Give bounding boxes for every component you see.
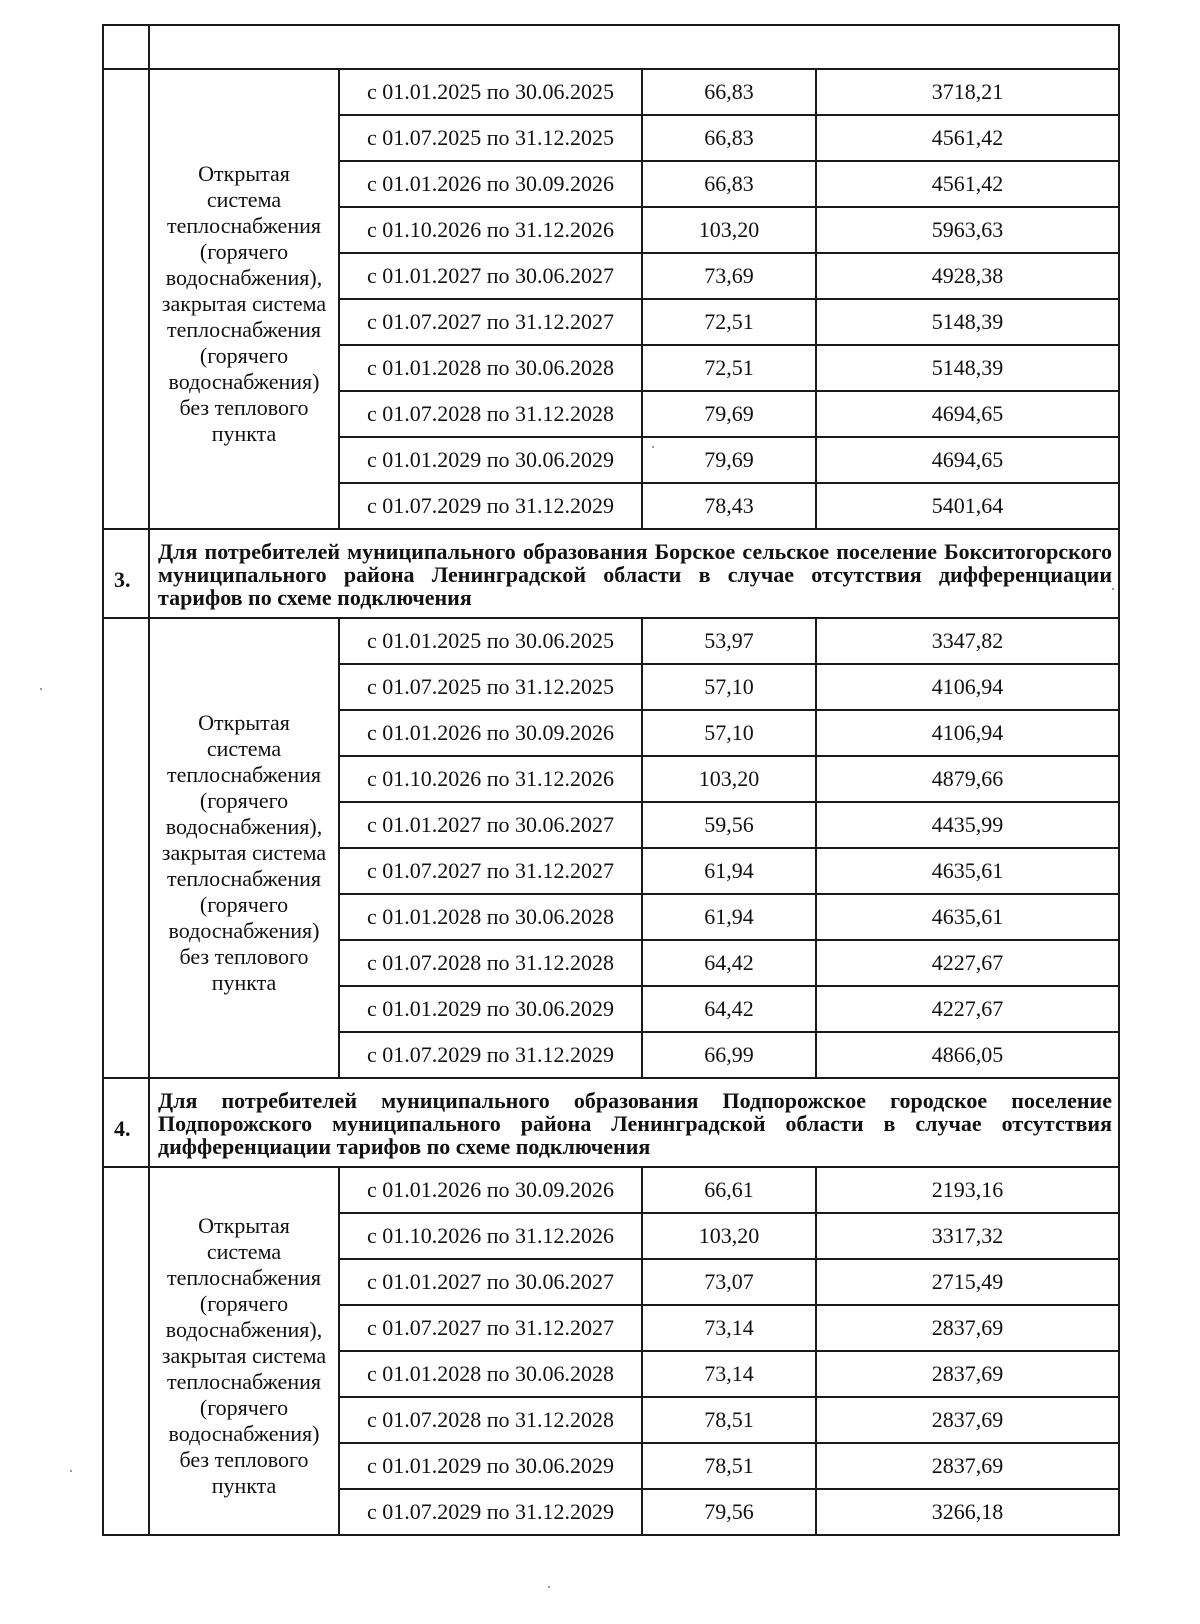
scan-speck bbox=[40, 688, 42, 690]
system-type-line: водоснабжения) bbox=[168, 918, 320, 943]
value1-cell: 53,97 bbox=[642, 618, 816, 664]
section-number: 3. bbox=[103, 529, 149, 618]
period-cell: с 01.01.2026 по 30.09.2026 bbox=[339, 710, 642, 756]
value2-cell: 4106,94 bbox=[816, 710, 1119, 756]
system-type-line: пункта bbox=[211, 970, 277, 995]
value2-cell: 5148,39 bbox=[816, 345, 1119, 391]
period-cell: с 01.07.2025 по 31.12.2025 bbox=[339, 115, 642, 161]
system-type-line: закрытая система bbox=[161, 291, 327, 316]
period-cell: с 01.01.2028 по 30.06.2028 bbox=[339, 894, 642, 940]
period-cell: с 01.07.2029 по 31.12.2029 bbox=[339, 1489, 642, 1535]
value2-cell: 4561,42 bbox=[816, 161, 1119, 207]
system-type-line: водоснабжения), bbox=[165, 265, 323, 290]
period-cell: с 01.10.2026 по 31.12.2026 bbox=[339, 207, 642, 253]
value2-cell: 2715,49 bbox=[816, 1259, 1119, 1305]
system-type-cell bbox=[149, 69, 339, 529]
system-type-line: водоснабжения), bbox=[165, 814, 323, 839]
system-type-line: без теплового bbox=[179, 944, 309, 969]
value2-cell: 4694,65 bbox=[816, 391, 1119, 437]
period-cell: с 01.07.2027 по 31.12.2027 bbox=[339, 1305, 642, 1351]
system-type-line: закрытая система bbox=[161, 840, 327, 865]
number-cell-empty bbox=[103, 1167, 149, 1535]
system-type-line: система bbox=[206, 1239, 282, 1264]
table-row bbox=[103, 618, 1119, 664]
value1-cell: 64,42 bbox=[642, 986, 816, 1032]
system-type-line: теплоснабжения bbox=[167, 1265, 321, 1290]
value2-cell: 4879,66 bbox=[816, 756, 1119, 802]
system-type-line: (горячего bbox=[199, 892, 289, 917]
scan-speck bbox=[70, 1470, 72, 1472]
system-type-line: теплоснабжения bbox=[167, 1369, 321, 1394]
period-cell: с 01.01.2025 по 30.06.2025 bbox=[339, 69, 642, 115]
system-type-cell bbox=[149, 618, 339, 1078]
value1-cell: 78,51 bbox=[642, 1397, 816, 1443]
title-cell-empty bbox=[149, 25, 1119, 69]
system-type-cell bbox=[149, 1167, 339, 1535]
period-cell: с 01.01.2025 по 30.06.2025 bbox=[339, 618, 642, 664]
period-cell: с 01.07.2028 по 31.12.2028 bbox=[339, 940, 642, 986]
value1-cell: 78,51 bbox=[642, 1443, 816, 1489]
value2-cell: 4561,42 bbox=[816, 115, 1119, 161]
value1-cell: 61,94 bbox=[642, 848, 816, 894]
value1-cell: 66,83 bbox=[642, 69, 816, 115]
section-number: 4. bbox=[103, 1078, 149, 1167]
number-cell-empty bbox=[103, 618, 149, 1078]
value2-cell: 4435,99 bbox=[816, 802, 1119, 848]
scan-speck bbox=[652, 446, 654, 448]
period-cell: с 01.10.2026 по 31.12.2026 bbox=[339, 1213, 642, 1259]
system-type-line: система bbox=[206, 187, 282, 212]
period-cell: с 01.01.2026 по 30.09.2026 bbox=[339, 1167, 642, 1213]
system-type-line: Открытая bbox=[198, 161, 290, 186]
system-type-line: (горячего bbox=[199, 788, 289, 813]
value1-cell: 73,14 bbox=[642, 1305, 816, 1351]
value2-cell: 3317,32 bbox=[816, 1213, 1119, 1259]
period-cell: с 01.01.2027 по 30.06.2027 bbox=[339, 253, 642, 299]
period-cell: с 01.07.2025 по 31.12.2025 bbox=[339, 664, 642, 710]
continuation-row bbox=[103, 25, 1119, 69]
value2-cell: 5401,64 bbox=[816, 483, 1119, 529]
value2-cell: 4106,94 bbox=[816, 664, 1119, 710]
tariff-table bbox=[102, 24, 1120, 1536]
value1-cell: 78,43 bbox=[642, 483, 816, 529]
system-type-line: теплоснабжения bbox=[167, 866, 321, 891]
value1-cell: 59,56 bbox=[642, 802, 816, 848]
value1-cell: 64,42 bbox=[642, 940, 816, 986]
value1-cell: 66,61 bbox=[642, 1167, 816, 1213]
period-cell: с 01.07.2028 по 31.12.2028 bbox=[339, 391, 642, 437]
value1-cell: 73,69 bbox=[642, 253, 816, 299]
period-cell: с 01.01.2028 по 30.06.2028 bbox=[339, 345, 642, 391]
value2-cell: 4866,05 bbox=[816, 1032, 1119, 1078]
value2-cell: 4694,65 bbox=[816, 437, 1119, 483]
system-type-line: без теплового bbox=[179, 395, 309, 420]
value1-cell: 103,20 bbox=[642, 756, 816, 802]
value2-cell: 5148,39 bbox=[816, 299, 1119, 345]
system-type-line: пункта bbox=[211, 421, 277, 446]
value2-cell: 5963,63 bbox=[816, 207, 1119, 253]
value1-cell: 79,56 bbox=[642, 1489, 816, 1535]
scan-speck bbox=[1112, 588, 1114, 590]
value2-cell: 4635,61 bbox=[816, 894, 1119, 940]
value1-cell: 61,94 bbox=[642, 894, 816, 940]
section-header-row bbox=[103, 529, 1119, 618]
value1-cell: 103,20 bbox=[642, 1213, 816, 1259]
value2-cell: 3718,21 bbox=[816, 69, 1119, 115]
value1-cell: 73,14 bbox=[642, 1351, 816, 1397]
system-type-line: водоснабжения) bbox=[168, 1421, 320, 1446]
value2-cell: 4227,67 bbox=[816, 986, 1119, 1032]
system-type-line: Открытая bbox=[198, 1213, 290, 1238]
period-cell: с 01.01.2029 по 30.06.2029 bbox=[339, 437, 642, 483]
system-type-line: без теплового bbox=[179, 1447, 309, 1472]
scan-speck bbox=[548, 1586, 550, 1588]
value2-cell: 4227,67 bbox=[816, 940, 1119, 986]
value2-cell: 2193,16 bbox=[816, 1167, 1119, 1213]
system-type-line: (горячего bbox=[199, 1291, 289, 1316]
number-cell-empty bbox=[103, 69, 149, 529]
period-cell: с 01.01.2028 по 30.06.2028 bbox=[339, 1351, 642, 1397]
value1-cell: 72,51 bbox=[642, 299, 816, 345]
value1-cell: 57,10 bbox=[642, 664, 816, 710]
value1-cell: 66,99 bbox=[642, 1032, 816, 1078]
period-cell: с 01.07.2029 по 31.12.2029 bbox=[339, 1032, 642, 1078]
value1-cell: 103,20 bbox=[642, 207, 816, 253]
period-cell: с 01.01.2027 по 30.06.2027 bbox=[339, 1259, 642, 1305]
system-type-line: теплоснабжения bbox=[167, 213, 321, 238]
value1-cell: 79,69 bbox=[642, 437, 816, 483]
system-type-line: закрытая система bbox=[161, 1343, 327, 1368]
value2-cell: 4928,38 bbox=[816, 253, 1119, 299]
period-cell: с 01.01.2029 по 30.06.2029 bbox=[339, 986, 642, 1032]
value1-cell: 72,51 bbox=[642, 345, 816, 391]
number-cell-empty bbox=[103, 25, 149, 69]
period-cell: с 01.07.2027 по 31.12.2027 bbox=[339, 299, 642, 345]
value2-cell: 2837,69 bbox=[816, 1351, 1119, 1397]
table-row bbox=[103, 69, 1119, 115]
system-type-line: Открытая bbox=[198, 710, 290, 735]
period-cell: с 01.01.2029 по 30.06.2029 bbox=[339, 1443, 642, 1489]
value1-cell: 79,69 bbox=[642, 391, 816, 437]
value2-cell: 3347,82 bbox=[816, 618, 1119, 664]
section-title: Для потребителей муниципального образования Борское сельское поселение Бокситогорского муниципального района Ленинградской области в случае отсутствия дифференциации тарифов по схеме подключения bbox=[149, 529, 1119, 618]
system-type-line: водоснабжения) bbox=[168, 369, 320, 394]
system-type-line: пункта bbox=[211, 1473, 277, 1498]
value2-cell: 2837,69 bbox=[816, 1443, 1119, 1489]
value1-cell: 57,10 bbox=[642, 710, 816, 756]
period-cell: с 01.10.2026 по 31.12.2026 bbox=[339, 756, 642, 802]
system-type-line: теплоснабжения bbox=[167, 317, 321, 342]
period-cell: с 01.07.2029 по 31.12.2029 bbox=[339, 483, 642, 529]
system-type-line: (горячего bbox=[199, 239, 289, 264]
system-type-line: водоснабжения), bbox=[165, 1317, 323, 1342]
table-row bbox=[103, 1167, 1119, 1213]
period-cell: с 01.07.2028 по 31.12.2028 bbox=[339, 1397, 642, 1443]
value2-cell: 2837,69 bbox=[816, 1305, 1119, 1351]
value2-cell: 4635,61 bbox=[816, 848, 1119, 894]
period-cell: с 01.07.2027 по 31.12.2027 bbox=[339, 848, 642, 894]
value2-cell: 3266,18 bbox=[816, 1489, 1119, 1535]
period-cell: с 01.01.2026 по 30.09.2026 bbox=[339, 161, 642, 207]
value2-cell: 2837,69 bbox=[816, 1397, 1119, 1443]
section-title: Для потребителей муниципального образования Подпорожское городское поселение Подпорожского муниципального района Ленинградской области в случае отсутствия дифференциации тарифов по схеме подключения bbox=[149, 1078, 1119, 1167]
value1-cell: 73,07 bbox=[642, 1259, 816, 1305]
system-type-line: система bbox=[206, 736, 282, 761]
system-type-line: теплоснабжения bbox=[167, 762, 321, 787]
section-header-row bbox=[103, 1078, 1119, 1167]
period-cell: с 01.01.2027 по 30.06.2027 bbox=[339, 802, 642, 848]
system-type-line: (горячего bbox=[199, 1395, 289, 1420]
system-type-line: (горячего bbox=[199, 343, 289, 368]
value1-cell: 66,83 bbox=[642, 115, 816, 161]
value1-cell: 66,83 bbox=[642, 161, 816, 207]
